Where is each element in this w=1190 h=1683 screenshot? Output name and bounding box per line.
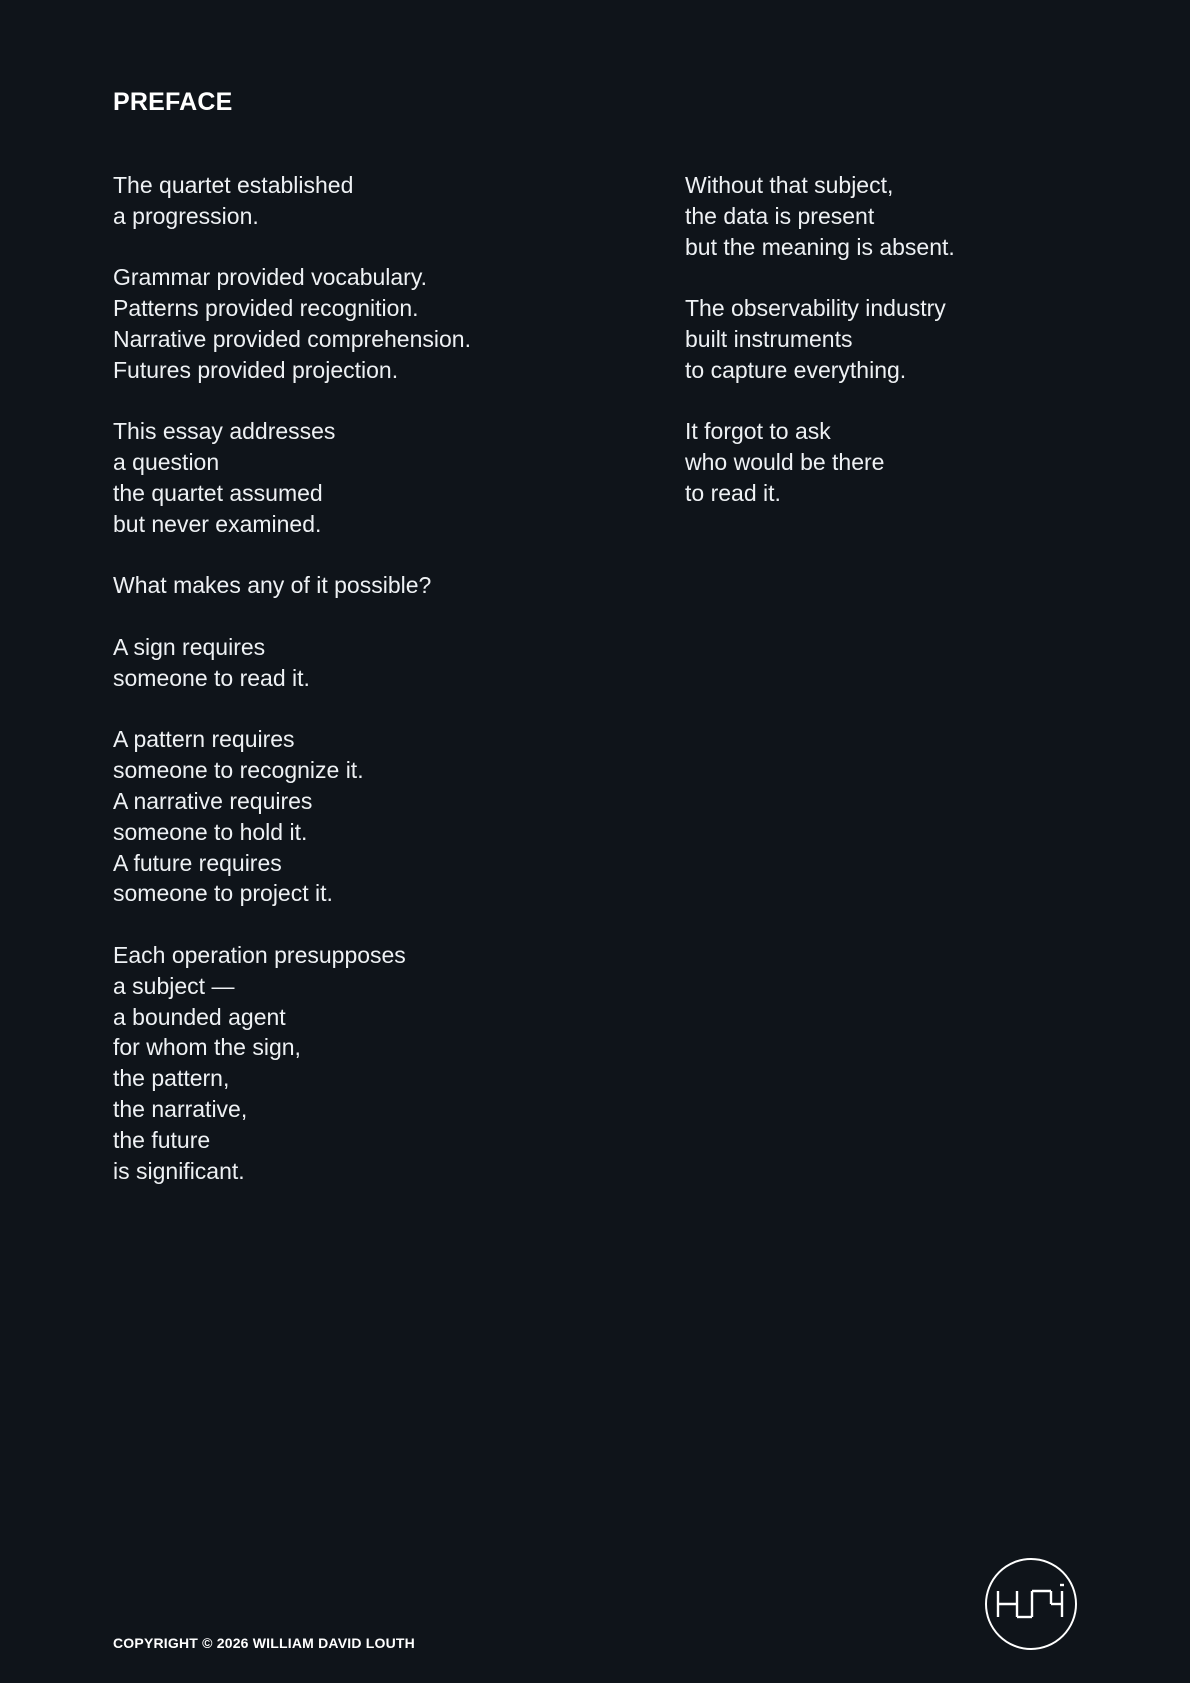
text-line: A narrative requires bbox=[113, 787, 313, 814]
stanza bbox=[113, 724, 633, 909]
text-line: who would be there bbox=[685, 449, 885, 476]
text-line: Grammar provided vocabulary. bbox=[113, 264, 428, 291]
text-line: but never examined. bbox=[113, 510, 322, 537]
text-line: Narrative provided comprehension. bbox=[113, 325, 471, 352]
text-line: a progression. bbox=[113, 202, 259, 229]
text-line: the pattern, bbox=[113, 1065, 230, 1092]
text-line: It forgot to ask bbox=[685, 418, 831, 445]
text-line: the narrative, bbox=[113, 1095, 248, 1122]
stanza bbox=[113, 940, 633, 1186]
stanza bbox=[113, 632, 633, 694]
text-line: someone to recognize it. bbox=[113, 757, 364, 784]
stanza bbox=[113, 570, 633, 601]
stanza bbox=[685, 416, 1125, 508]
stanza bbox=[113, 262, 633, 385]
stanza bbox=[685, 293, 1125, 385]
text-line: Each operation presupposes bbox=[113, 941, 406, 968]
text-line: the data is present bbox=[685, 202, 875, 229]
page-title: PREFACE bbox=[113, 88, 233, 116]
text-line: What makes any of it possible? bbox=[113, 572, 432, 599]
text-line: Without that subject, bbox=[685, 172, 894, 198]
text-line: the quartet assumed bbox=[113, 479, 323, 506]
text-line: A sign requires bbox=[113, 633, 266, 660]
text-line: The quartet established bbox=[113, 172, 354, 198]
text-line: someone to hold it. bbox=[113, 818, 308, 845]
text-line: to capture everything. bbox=[685, 356, 907, 383]
text-line: a subject — bbox=[113, 972, 235, 999]
text-line: someone to project it. bbox=[113, 880, 333, 907]
text-line: This essay addresses bbox=[113, 418, 336, 445]
text-line: Futures provided projection. bbox=[113, 356, 399, 383]
stanza bbox=[113, 170, 633, 232]
text-line: A future requires bbox=[113, 849, 282, 876]
text-line: to read it. bbox=[685, 479, 781, 506]
text-line: someone to read it. bbox=[113, 664, 310, 691]
stanza bbox=[113, 416, 633, 539]
text-line: a bounded agent bbox=[113, 1003, 286, 1030]
stanza bbox=[685, 170, 1125, 262]
text-line: the future bbox=[113, 1126, 211, 1153]
text-line: The observability industry bbox=[685, 295, 946, 322]
text-line: A pattern requires bbox=[113, 726, 295, 753]
text-line: but the meaning is absent. bbox=[685, 233, 955, 260]
copyright-notice: COPYRIGHT © 2026 WILLIAM DAVID LOUTH bbox=[113, 1635, 415, 1651]
hlr-monogram-logo-icon bbox=[984, 1557, 1078, 1651]
text-line: Patterns provided recognition. bbox=[113, 295, 419, 322]
left-text-column bbox=[113, 170, 633, 1217]
text-line: is significant. bbox=[113, 1157, 245, 1184]
text-line: for whom the sign, bbox=[113, 1034, 301, 1061]
text-line: a question bbox=[113, 449, 220, 476]
text-line: built instruments bbox=[685, 325, 853, 352]
right-text-column bbox=[685, 170, 1125, 540]
